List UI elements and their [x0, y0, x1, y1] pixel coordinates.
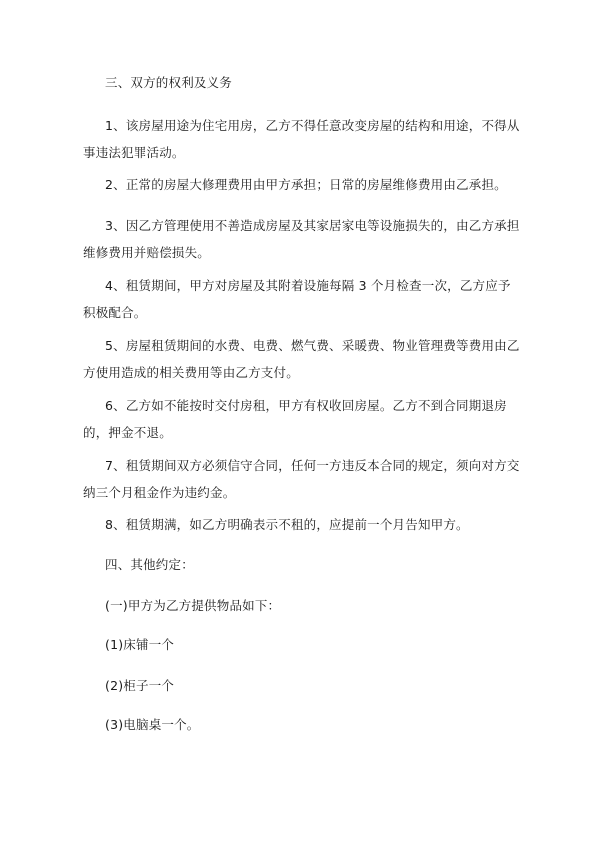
clause-6: 6、乙方如不能按时交付房租，甲方有权收回房屋。乙方不到合同期退房的，押金不退。 [83, 398, 507, 440]
clause-7: 7、租赁期间双方必须信守合同，任何一方违反本合同的规定，须向对方交纳三个月租金作为违约金。 [83, 458, 520, 500]
section-heading-rights-obligations: 三、双方的权利及义务 [105, 75, 233, 90]
goods-item-2: (2)柜子一个 [105, 678, 175, 693]
clause-3: 3、因乙方管理使用不善造成房屋及其家居家电等设施损失的，由乙方承担维修费用并赔偿损失。 [83, 218, 520, 260]
goods-item-1: (1)床铺一个 [105, 637, 175, 652]
section-heading-other-agreements: 四、其他约定： [105, 557, 194, 572]
sub-heading-provided-goods: (一)甲方为乙方提供物品如下： [105, 598, 281, 613]
goods-item-3: (3)电脑桌一个。 [105, 717, 200, 732]
clause-2: 2、正常的房屋大修理费用由甲方承担；日常的房屋维修费用由乙承担。 [105, 177, 507, 192]
clause-5: 5、房屋租赁期间的水费、电费、燃气费、采暖费、物业管理费等费用由乙方使用造成的相关费用等由乙方支付。 [83, 338, 520, 380]
clause-8: 8、租赁期满，如乙方明确表示不租的，应提前一个月告知甲方。 [105, 517, 469, 532]
clause-4: 4、租赁期间，甲方对房屋及其附着设施每隔 3 个月检查一次，乙方应予积极配合。 [83, 278, 511, 320]
clause-1: 1、该房屋用途为住宅用房，乙方不得任意改变房屋的结构和用途，不得从事违法犯罪活动。 [83, 118, 520, 160]
